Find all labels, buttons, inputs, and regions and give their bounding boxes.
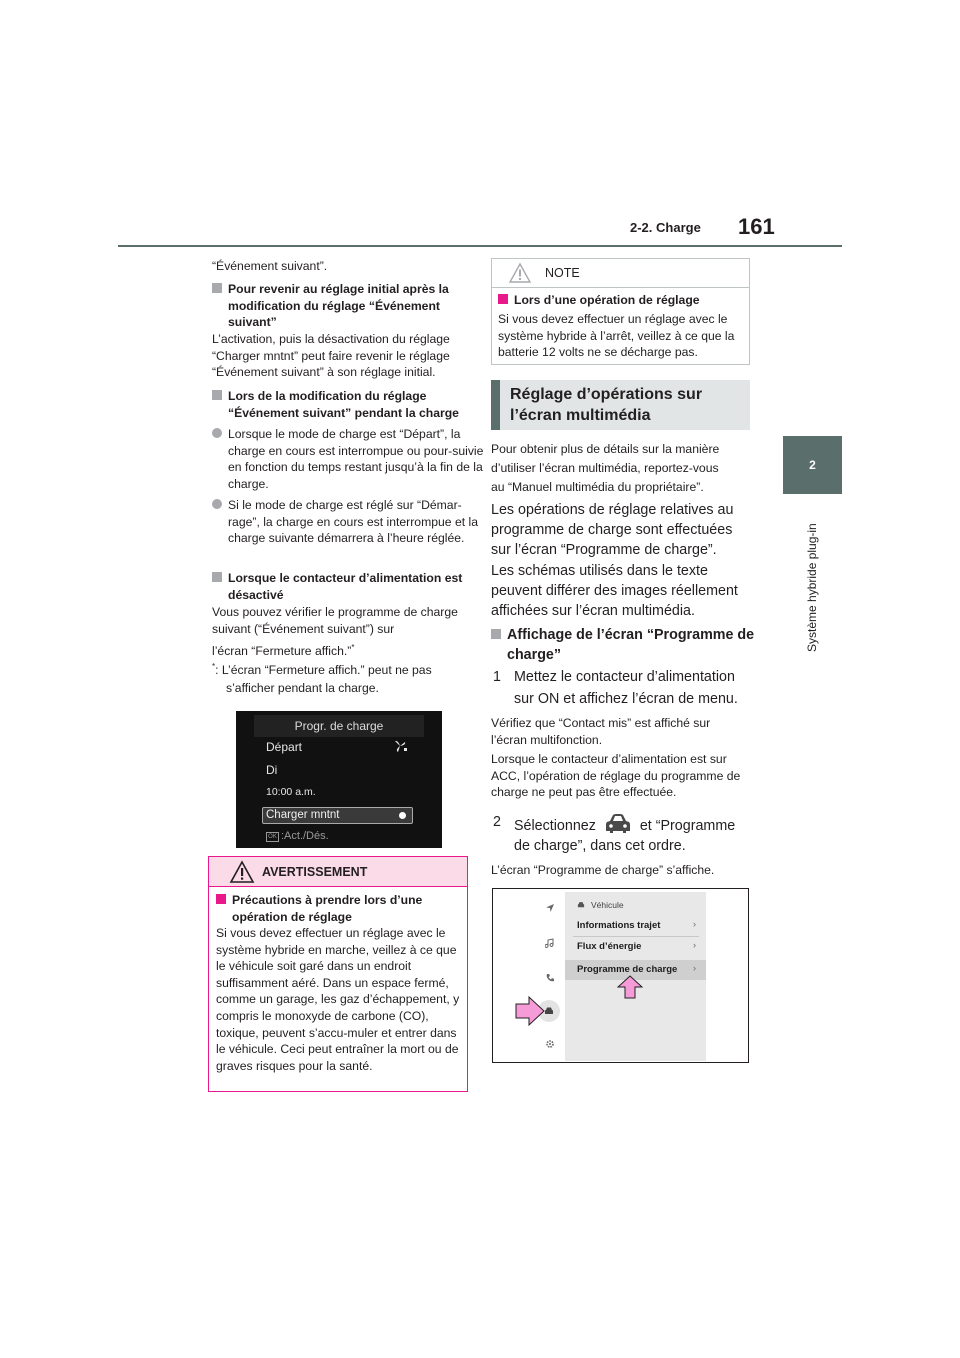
step-text: sur ON et affichez l’écran de menu. [514, 691, 738, 707]
screen-row-departure: Départ [266, 740, 303, 754]
charge-now-toggle[interactable]: Charger mntnt [262, 807, 413, 824]
warning-box [208, 856, 468, 1092]
square-bullet-icon [212, 572, 222, 582]
phone-icon[interactable] [545, 973, 555, 983]
chapter-number: 2 [809, 458, 816, 472]
list-item: Lorsque le mode de charge est “Départ”, la charge en cours est interrompue ou pour-suivie en fonction du temps restant jusqu’à la fin de la charge. [212, 426, 484, 492]
square-bullet-icon [212, 390, 222, 400]
ok-hint: OK :Act./Dés. [266, 830, 329, 842]
subheading: Affichage de l’écran “Programme de charge” [491, 625, 765, 665]
step-number: 2 [493, 814, 501, 830]
footnote: *: L’écran “Fermeture affich.” peut ne pas [212, 662, 432, 678]
step-number: 1 [493, 669, 501, 685]
toggle-indicator-icon [399, 812, 406, 819]
subheading: Lorsque le contacteur d’alimentation est désactivé [212, 570, 484, 603]
square-bullet-icon [491, 629, 501, 639]
paragraph: d’utiliser l’écran multimédia, reportez-vous [491, 461, 719, 475]
car-icon [544, 1006, 554, 1016]
list-item: Si le mode de charge est réglé sur “Démar-rage”, la charge en cours est interrompue et la charge suivante démarrera à l’heure réglée. [212, 497, 484, 547]
square-bullet-icon [216, 894, 226, 904]
paragraph: “Événement suivant”. [212, 259, 328, 273]
footnote: s’afficher pendant la charge. [226, 681, 379, 695]
note-title: NOTE [545, 266, 580, 280]
multimedia-menu-screen [492, 888, 749, 1063]
screen-row-day: Di [266, 763, 278, 777]
paragraph: Les schémas utilisés dans le texte peuvent différer des images réellement affichées sur l’écran multimédia. [491, 563, 738, 619]
gear-icon[interactable] [545, 1039, 555, 1049]
note-box [491, 258, 750, 365]
section-title: 2-2. Charge [630, 220, 701, 235]
paragraph: au “Manuel multimédia du propriétaire”. [491, 480, 704, 494]
section-heading: Réglage d’opérations sur l’écran multimédia [491, 380, 750, 430]
music-icon[interactable] [545, 938, 555, 948]
chapter-tab[interactable] [783, 436, 842, 494]
warning-heading: Précautions à prendre lors d’une opération de réglage [216, 892, 477, 925]
menu-item-energy-flow[interactable]: Flux d’énergie [577, 941, 642, 952]
square-bullet-icon [498, 294, 508, 304]
step-note: Lorsque le contacteur d’alimentation est sur ACC, l’opération de réglage du programme de charge ne peut pas être effectuée. [491, 752, 741, 800]
menu-item-charge-program[interactable]: Programme de charge [577, 964, 678, 975]
note-header [492, 259, 749, 288]
step-text: de charge”, dans cet ordre. [514, 838, 686, 854]
subheading: Pour revenir au réglage initial après la modification du réglage “Événement suivant” [212, 281, 484, 331]
paragraph: l’écran “Fermeture affich.”* [212, 643, 355, 659]
menu-item-trip-info[interactable]: Informations trajet [577, 920, 661, 931]
paragraph: Vous pouvez vérifier le programme de charge suivant (“Événement suivant”) sur [212, 605, 458, 636]
chevron-right-icon: › [693, 919, 696, 929]
car-icon [577, 901, 585, 908]
navigation-icon[interactable] [545, 903, 555, 913]
square-bullet-icon [212, 283, 222, 293]
chapter-label: Système hybride plug-in [805, 523, 819, 652]
fan-icon [392, 739, 408, 753]
divider [573, 936, 699, 937]
header-rule [118, 245, 842, 247]
step-note: Vérifiez que “Contact mis” est affiché sur l’écran multifonction. [491, 716, 711, 747]
screen-row-time: 10:00 a.m. [266, 786, 316, 798]
charge-program-screen [236, 711, 442, 848]
paragraph: Les opérations de réglage relatives au programme de charge sont effectuées sur l’écran “Programme de charge”. [491, 502, 734, 558]
warning-body: Si vous devez effectuer un réglage avec le système hybride en marche, veillez à ce que le véhicule soit garé dans un endroit suffisamment aéré. Dans un espace fermé, comme un garage, les gaz d’échappement, y compris le monoxyde de carbone (CO), toxique, peuvent s’accu-muler et entrer dans le véhicule. Ceci peut entraîner la mort ou de graves risques pour la santé. [216, 926, 460, 1073]
step-text: Sélectionnez et “Programme [514, 812, 735, 837]
warning-header [209, 857, 467, 887]
note-heading: Lors d’une opération de réglage [498, 292, 759, 309]
chevron-right-icon: › [693, 940, 696, 950]
step-note: L’écran “Programme de charge” s’affiche. [491, 863, 715, 877]
pointer-arrow-up-icon [617, 975, 643, 999]
caution-triangle-icon [508, 262, 532, 284]
page-number: 161 [738, 214, 775, 239]
warning-title: AVERTISSEMENT [262, 865, 368, 879]
pointer-arrow-right-icon [515, 995, 545, 1027]
round-bullet-icon [212, 499, 222, 509]
step-text: Mettez le contacteur d’alimentation [514, 669, 735, 685]
car-icon [604, 812, 632, 836]
paragraph: L’activation, puis la désactivation du réglage “Charger mntnt” peut faire revenir le réglage “Événement suivant” à son réglage initial. [212, 332, 450, 380]
warning-triangle-icon [229, 860, 255, 884]
screen-title: Progr. de charge [254, 715, 424, 737]
chevron-right-icon: › [693, 963, 696, 973]
ok-button-icon: OK [266, 832, 279, 842]
menu-header: Véhicule [591, 900, 624, 910]
round-bullet-icon [212, 428, 222, 438]
subheading: Lors de la modification du réglage “Événement suivant” pendant la charge [212, 388, 484, 421]
paragraph: Pour obtenir plus de détails sur la manière [491, 442, 720, 456]
note-body: Si vous devez effectuer un réglage avec le système hybride à l’arrêt, veillez à ce que la batterie 12 volts ne se décharge pas. [498, 312, 735, 360]
